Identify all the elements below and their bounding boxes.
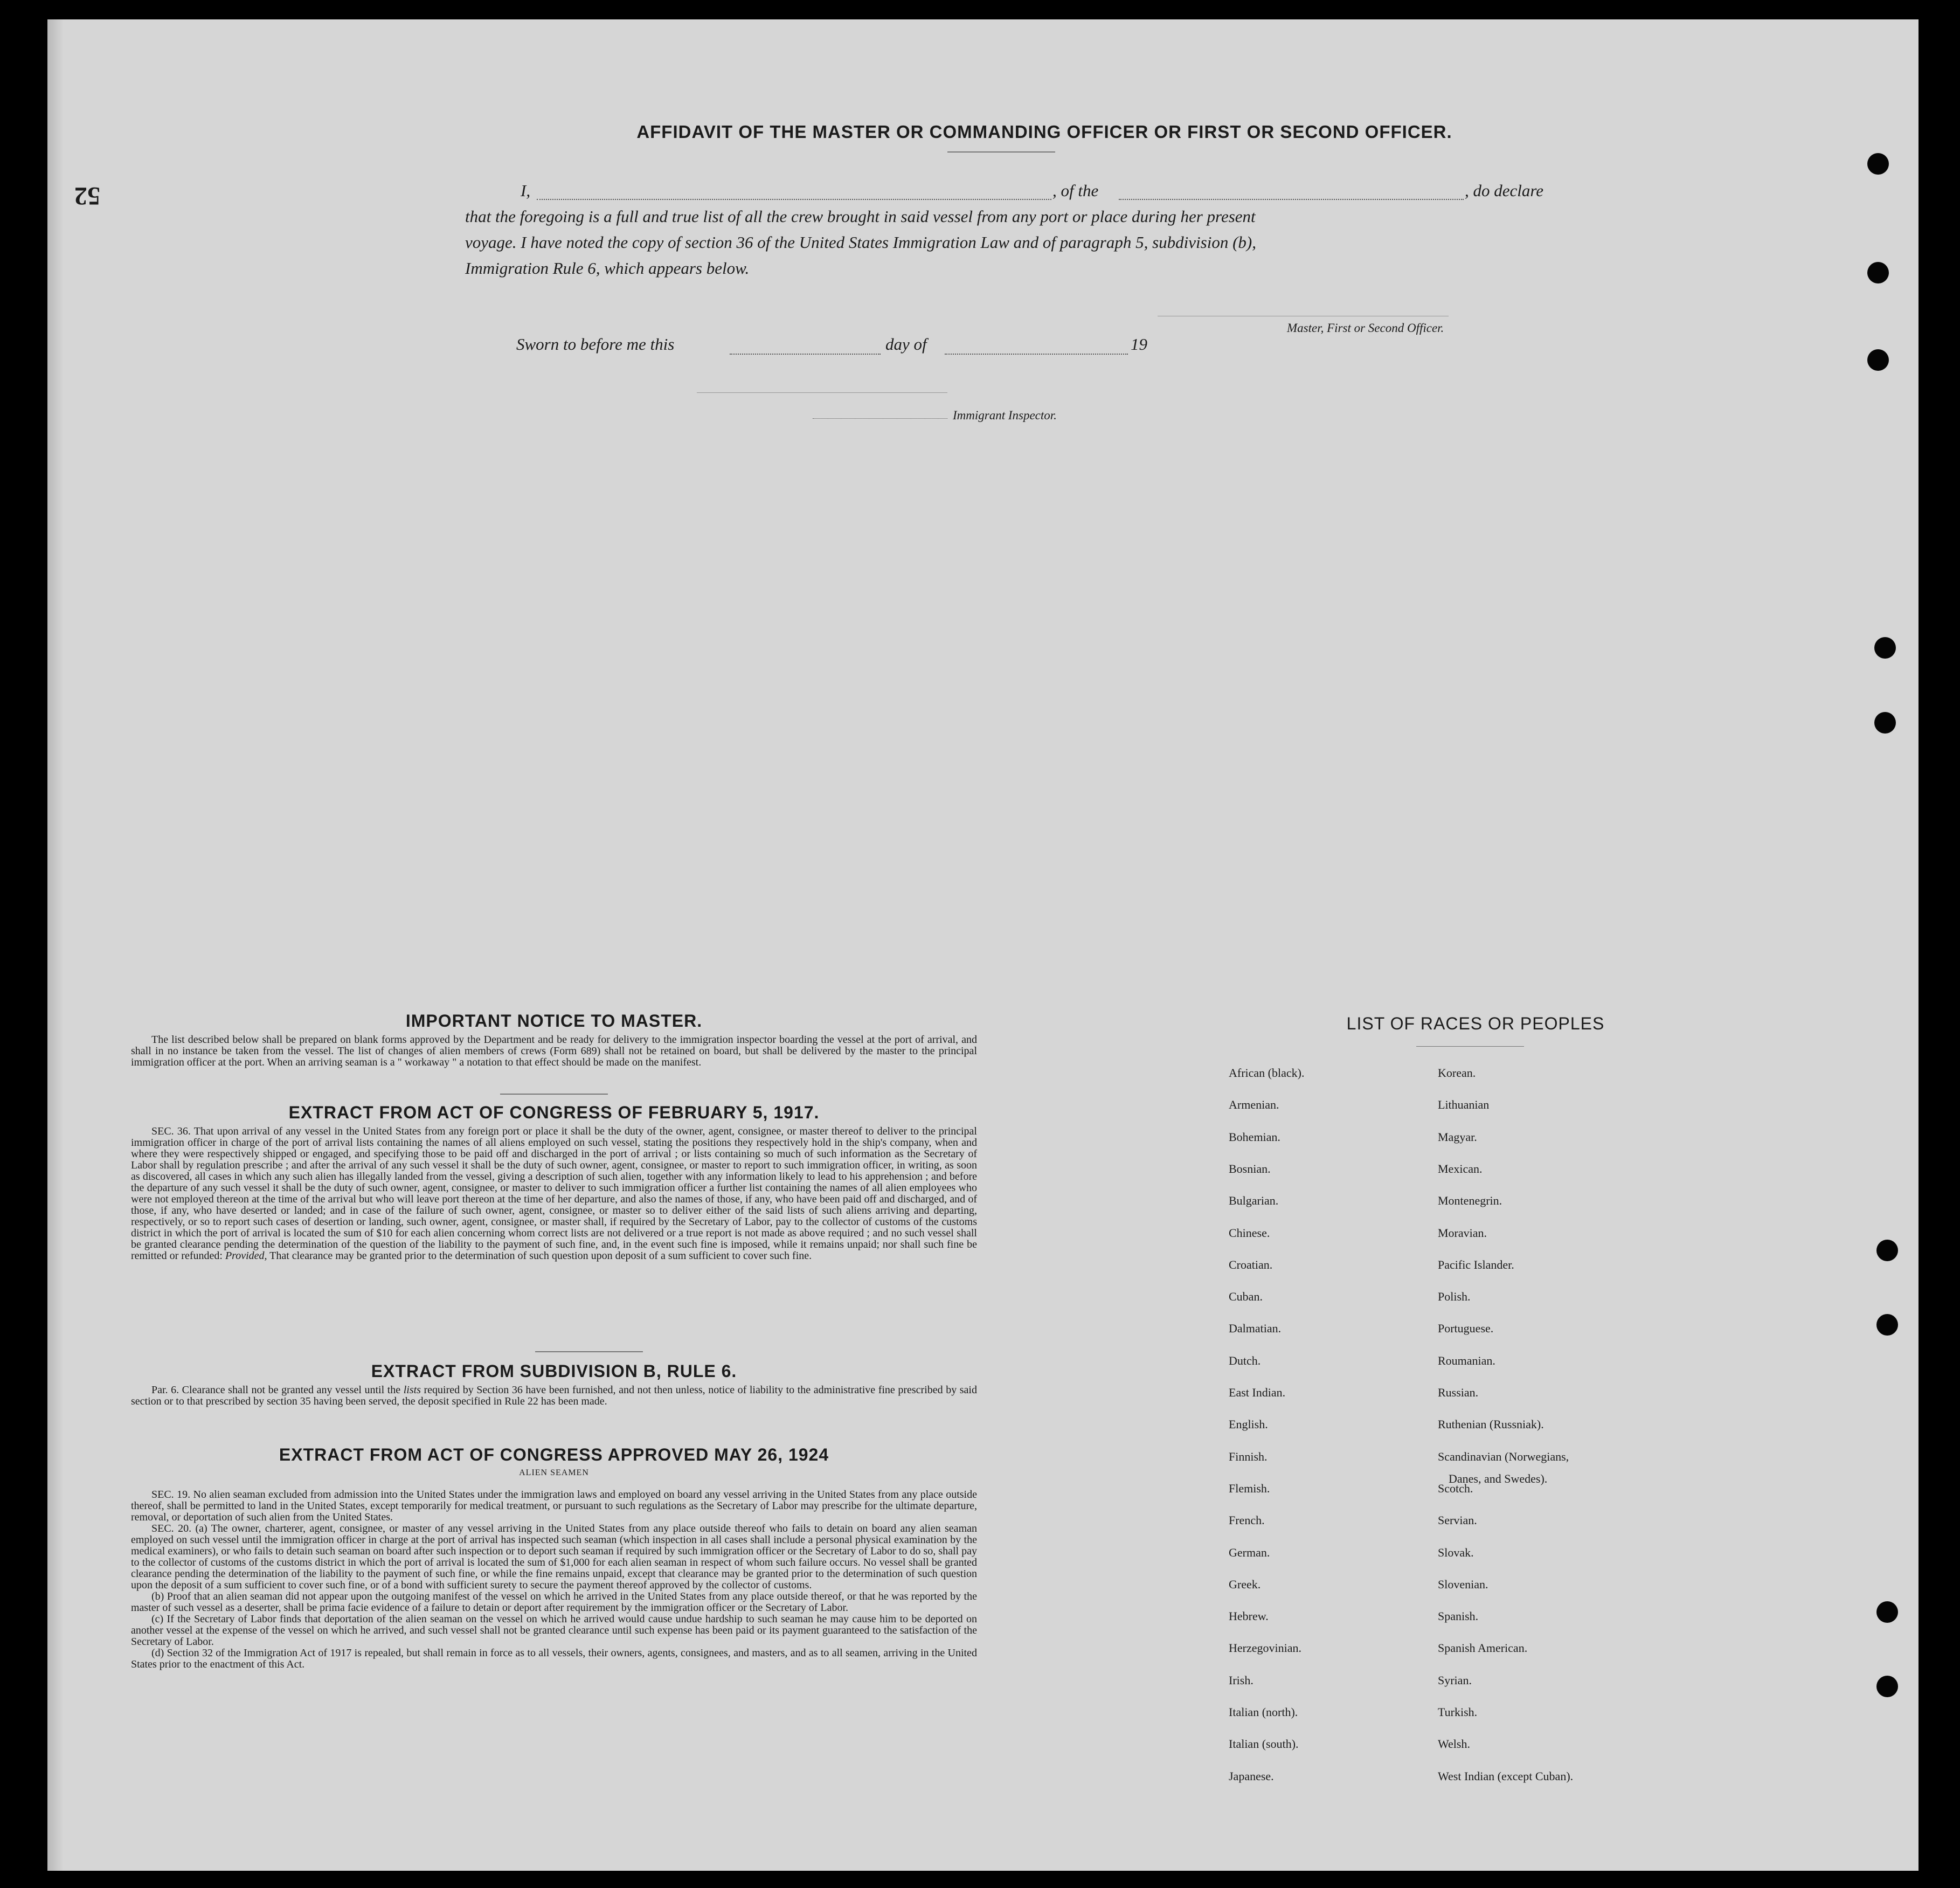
- extract-1917-text: [131, 1126, 977, 1262]
- extract-1924-body: [131, 1489, 977, 1670]
- sec20b-text: (b) Proof that an alien seaman did not appear upon the outgoing manifest of the vessel on which he arrived in the United States from any place outside thereof, or that he was reported by the master of such vessel as a deserter, shall be prima facie evidence of a failure to detain or deport after requirement by the immigration officer or the Secretary of Labor.: [131, 1590, 977, 1614]
- race-item: Montenegrin.: [1438, 1194, 1502, 1207]
- races-heading: LIST OF RACES OR PEOPLES: [1346, 1014, 1605, 1033]
- race-item: West Indian (except Cuban).: [1438, 1769, 1574, 1783]
- punch-hole: [1876, 1240, 1898, 1261]
- race-item: African (black).: [1229, 1066, 1305, 1080]
- race-item: Bosnian.: [1229, 1162, 1271, 1175]
- race-item: Lithuanian: [1438, 1098, 1490, 1111]
- race-item: Syrian.: [1438, 1673, 1472, 1687]
- race-item: Japanese.: [1229, 1769, 1274, 1783]
- inspector-label: Immigrant Inspector.: [953, 409, 1057, 422]
- sec36-text: SEC. 36. That upon arrival of any vessel in the United States from any foreign port or place it shall be the duty of the owner, agent, consignee, or master thereof to deliver to the principal immigration officer in charge of the port of arrival lists containing the names of all aliens employed on such vessel, stating the positions they respectively hold in the ship's company, when and where they were respectively shipped or engaged, and specifying those to be paid off and discharged in the port of arrival ; or lists containing so much of such information as the Secretary of Labor shall by regulation prescribe ; and after the arrival of any such vessel it shall be the duty of such owner, agent, consignee, or master to report to such immigration officer, in writing, as soon as discovered, all cases in which any such alien has illegally landed from the vessel, giving a description of such alien, together with any information likely to lead to his apprehension ; and before the departure of any such vessel it shall be the duty of such owner, agent, consignee, or master to deliver to such immigration officer a further list containing the names of all alien employees who were not employed thereon at the time of the arrival but who will leave port thereon at the time of her departure, and also the names of those, if any, who have been paid off and discharged, and of those, if any, who have deserted or landed; and in case of the failure of such owner, agent, consignee, or master so to deliver either of the said lists of such aliens arriving and departing, respectively, or so to report such cases of desertion or landing, such owner, agent, consignee, or master shall, if required by the Secretary of Labor, pay to the collector of customs of the customs district in which the port of arrival is located the sum of $10 for each alien concerning whom correct lists are not delivered or a true report is not made as above required ; and no such vessel shall be granted clearance pending the determination of the question of the liability to the payment of such fine, and, in the event such fine is imposed, while it remains unpaid; nor shall such fine be remitted or refunded:: [131, 1125, 977, 1262]
- sworn-text: Sworn to before me this: [516, 335, 675, 354]
- declarant-name-field[interactable]: [537, 199, 1051, 200]
- form-sheet: [47, 19, 1919, 1871]
- extract-1917-body: [131, 1126, 977, 1262]
- race-item: Polish.: [1438, 1290, 1471, 1303]
- provided-word: Provided,: [225, 1250, 267, 1262]
- punch-hole: [1874, 637, 1896, 659]
- notice-text-wrap: [131, 1034, 977, 1068]
- race-item: Mexican.: [1438, 1162, 1483, 1175]
- race-item: Finnish.: [1229, 1450, 1268, 1463]
- affidavit-of-the: , of the: [1052, 181, 1099, 200]
- extract-1924-heading-wrap: [131, 1445, 977, 1478]
- sworn-month-field[interactable]: [945, 354, 1128, 355]
- race-item: Croatian.: [1229, 1258, 1273, 1271]
- divider: [1416, 1046, 1524, 1047]
- affidavit-heading-wrap: [425, 122, 1664, 142]
- alien-seamen-subheading: ALIEN SEAMEN: [519, 1468, 589, 1477]
- race-item: Hebrew.: [1229, 1609, 1269, 1623]
- notice-section: [131, 1011, 977, 1031]
- punch-hole: [1867, 153, 1889, 175]
- race-item: Dalmatian.: [1229, 1322, 1282, 1335]
- sec20c-text: (c) If the Secretary of Labor finds that deportation of the alien seaman on the vessel on which he arrived would cause undue hardship to such seaman he may cause him to be deported on another vessel at the expense of the vessel on which he arrived, and such vessel shall not be granted clearance until such expense has been paid or its payment guaranteed to the satisfaction of the Secretary of Labor.: [131, 1613, 977, 1648]
- vessel-name-field[interactable]: [1119, 199, 1464, 200]
- heading-rule: [947, 151, 1055, 153]
- affidavit-do-declare: , do declare: [1465, 181, 1544, 200]
- rule6-body: [131, 1385, 977, 1407]
- race-item: Scandinavian (Norwegians,: [1438, 1450, 1569, 1463]
- race-item-continuation: Danes, and Swedes).: [1449, 1472, 1548, 1485]
- race-item: Slovenian.: [1438, 1578, 1488, 1591]
- extract-1917-heading-wrap: [131, 1103, 977, 1123]
- affidavit-line-4: Immigration Rule 6, which appears below.: [465, 259, 750, 278]
- race-item: Welsh.: [1438, 1737, 1470, 1751]
- punch-hole: [1867, 349, 1889, 371]
- race-item: Slovak.: [1438, 1546, 1474, 1559]
- sec19-text: SEC. 19. No alien seaman excluded from admission into the United States under the immigration laws and employed on board any vessel arriving in the United States from any place outside thereof, shall be permitted to land in the United States, except temporarily for medical treatment, or pursuant to such regulations as the Secretary of Labor may prescribe for the ultimate departure, removal, or deportation of such alien from the United States.: [131, 1489, 977, 1523]
- affidavit-line-3: voyage. I have noted the copy of section 36 of the United States Immigration Law and of paragraph 5, subdivision (b),: [465, 233, 1256, 252]
- sec20d-text: (d) Section 32 of the Immigration Act of 1917 is repealed, but shall remain in force as to all vessels, their owners, agents, consignees, and masters, and as to all seamen, arriving in the United States prior to the enactment of this Act.: [131, 1647, 977, 1670]
- race-item: Irish.: [1229, 1673, 1253, 1687]
- sec20a-text: SEC. 20. (a) The owner, charterer, agent, consignee, or master of any vessel arriving in the United States from any place outside thereof who fails to detain on board any alien seaman employed on such vessel until the immigration officer in charge at the port of arrival has inspected such seaman (which inspection in all cases shall include a personal physical examination by the medical examiners), or who fails to detain such seaman on board after such inspection or to deport such seaman if required by such immigration officer or the Secretary of Labor to do so, shall pay to the collector of customs of the customs district in which the port of arrival is located the sum of $1,000 for each alien seaman in respect of whom such failure occurs. No vessel shall be granted clearance pending the determination of the liability to the payment of such fine, or while the fine remains unpaid, except that clearance may be granted prior to the determination of such question upon the deposit of a sum sufficient to cover such fine, or of a bond with sufficient surety to secure the payment thereof approved by the collector of customs.: [131, 1523, 977, 1591]
- extract-1924-heading: EXTRACT FROM ACT OF CONGRESS APPROVED MAY 26, 1924: [279, 1445, 829, 1464]
- master-label: Master, First or Second Officer.: [1287, 321, 1444, 335]
- race-item: Turkish.: [1438, 1705, 1478, 1719]
- race-item: Armenian.: [1229, 1098, 1279, 1111]
- page-edge-shadow: [47, 19, 64, 1871]
- race-item: Chinese.: [1229, 1226, 1270, 1240]
- race-item: Dutch.: [1229, 1354, 1261, 1367]
- day-of-text: day of: [885, 335, 927, 354]
- race-item: Moravian.: [1438, 1226, 1487, 1240]
- rule6-heading-wrap: [131, 1361, 977, 1381]
- punch-hole: [1876, 1314, 1898, 1336]
- year-prefix: 19: [1131, 335, 1147, 354]
- race-item: Pacific Islander.: [1438, 1258, 1514, 1271]
- rule6-heading: EXTRACT FROM SUBDIVISION B, RULE 6.: [371, 1361, 737, 1381]
- race-item: Cuban.: [1229, 1290, 1263, 1303]
- punch-hole: [1874, 712, 1896, 734]
- inspector-signature-line[interactable]: [697, 392, 947, 393]
- race-item: Magyar.: [1438, 1130, 1477, 1144]
- punch-hole: [1876, 1676, 1898, 1697]
- punch-hole: [1876, 1601, 1898, 1623]
- race-item: French.: [1229, 1513, 1265, 1527]
- race-item: Flemish.: [1229, 1482, 1270, 1495]
- rule6-text-a: Par. 6. Clearance shall not be granted any vessel until the: [151, 1384, 401, 1396]
- notice-heading: IMPORTANT NOTICE TO MASTER.: [405, 1011, 703, 1031]
- race-item: Greek.: [1229, 1578, 1261, 1591]
- affidavit-i: I,: [521, 181, 531, 200]
- sec36-text-end: That clearance may be granted prior to the determination of such question upon deposit of a sum sufficient to cover such fine.: [269, 1250, 812, 1262]
- rule6-text-b: required by Section 36 have been furnished, and not then unless, notice of liability to the administrative fine prescribed by said section or to that prescribed by section 35 having been served, the deposit specified in Rule 22 has been made.: [131, 1384, 977, 1407]
- race-item: Spanish American.: [1438, 1641, 1528, 1655]
- race-item: Italian (south).: [1229, 1737, 1299, 1751]
- punch-hole: [1867, 262, 1889, 283]
- extract-1917-heading: EXTRACT FROM ACT OF CONGRESS OF FEBRUARY 5, 1917.: [288, 1103, 820, 1122]
- race-item: Portuguese.: [1438, 1322, 1494, 1335]
- race-item: Spanish.: [1438, 1609, 1479, 1623]
- divider: [535, 1351, 643, 1352]
- race-item: Bulgarian.: [1229, 1194, 1279, 1207]
- sworn-day-field[interactable]: [730, 354, 881, 355]
- lists-word: lists: [403, 1384, 421, 1396]
- race-item: Ruthenian (Russniak).: [1438, 1417, 1544, 1431]
- race-item: Russian.: [1438, 1386, 1479, 1399]
- race-item: English.: [1229, 1417, 1268, 1431]
- affidavit-heading: AFFIDAVIT OF THE MASTER OR COMMANDING OFFICER OR FIRST OR SECOND OFFICER.: [636, 122, 1452, 142]
- race-item: Roumanian.: [1438, 1354, 1495, 1367]
- race-item: Bohemian.: [1229, 1130, 1280, 1144]
- affidavit-line-2: that the foregoing is a full and true list of all the crew brought in said vessel from any port or place during her present: [465, 207, 1256, 226]
- race-item: German.: [1229, 1546, 1270, 1559]
- notice-text: The list described below shall be prepared on blank forms approved by the Department and be ready for delivery to the immigration inspector boarding the vessel at the port of arrival, and shall in no instance be taken from the vessel. The list of changes of alien members of crews (Form 689) shall not be retained on board, but shall be delivered by the master to the principal immigration officer at the port. When an arriving seaman is a " workaway " a notation to that effect should be made on the manifest.: [131, 1034, 977, 1068]
- divider: [500, 1094, 608, 1095]
- race-item: Italian (north).: [1229, 1705, 1298, 1719]
- rule6-text: [131, 1385, 977, 1407]
- page-number-mark: 52: [74, 182, 100, 210]
- race-item: Korean.: [1438, 1066, 1476, 1080]
- race-item: Servian.: [1438, 1513, 1477, 1527]
- races-heading-wrap: [1233, 1014, 1718, 1034]
- race-item: Herzegovinian.: [1229, 1641, 1301, 1655]
- race-item: Scotch.: [1438, 1482, 1473, 1495]
- inspector-name-field[interactable]: [813, 418, 947, 419]
- race-item: East Indian.: [1229, 1386, 1286, 1399]
